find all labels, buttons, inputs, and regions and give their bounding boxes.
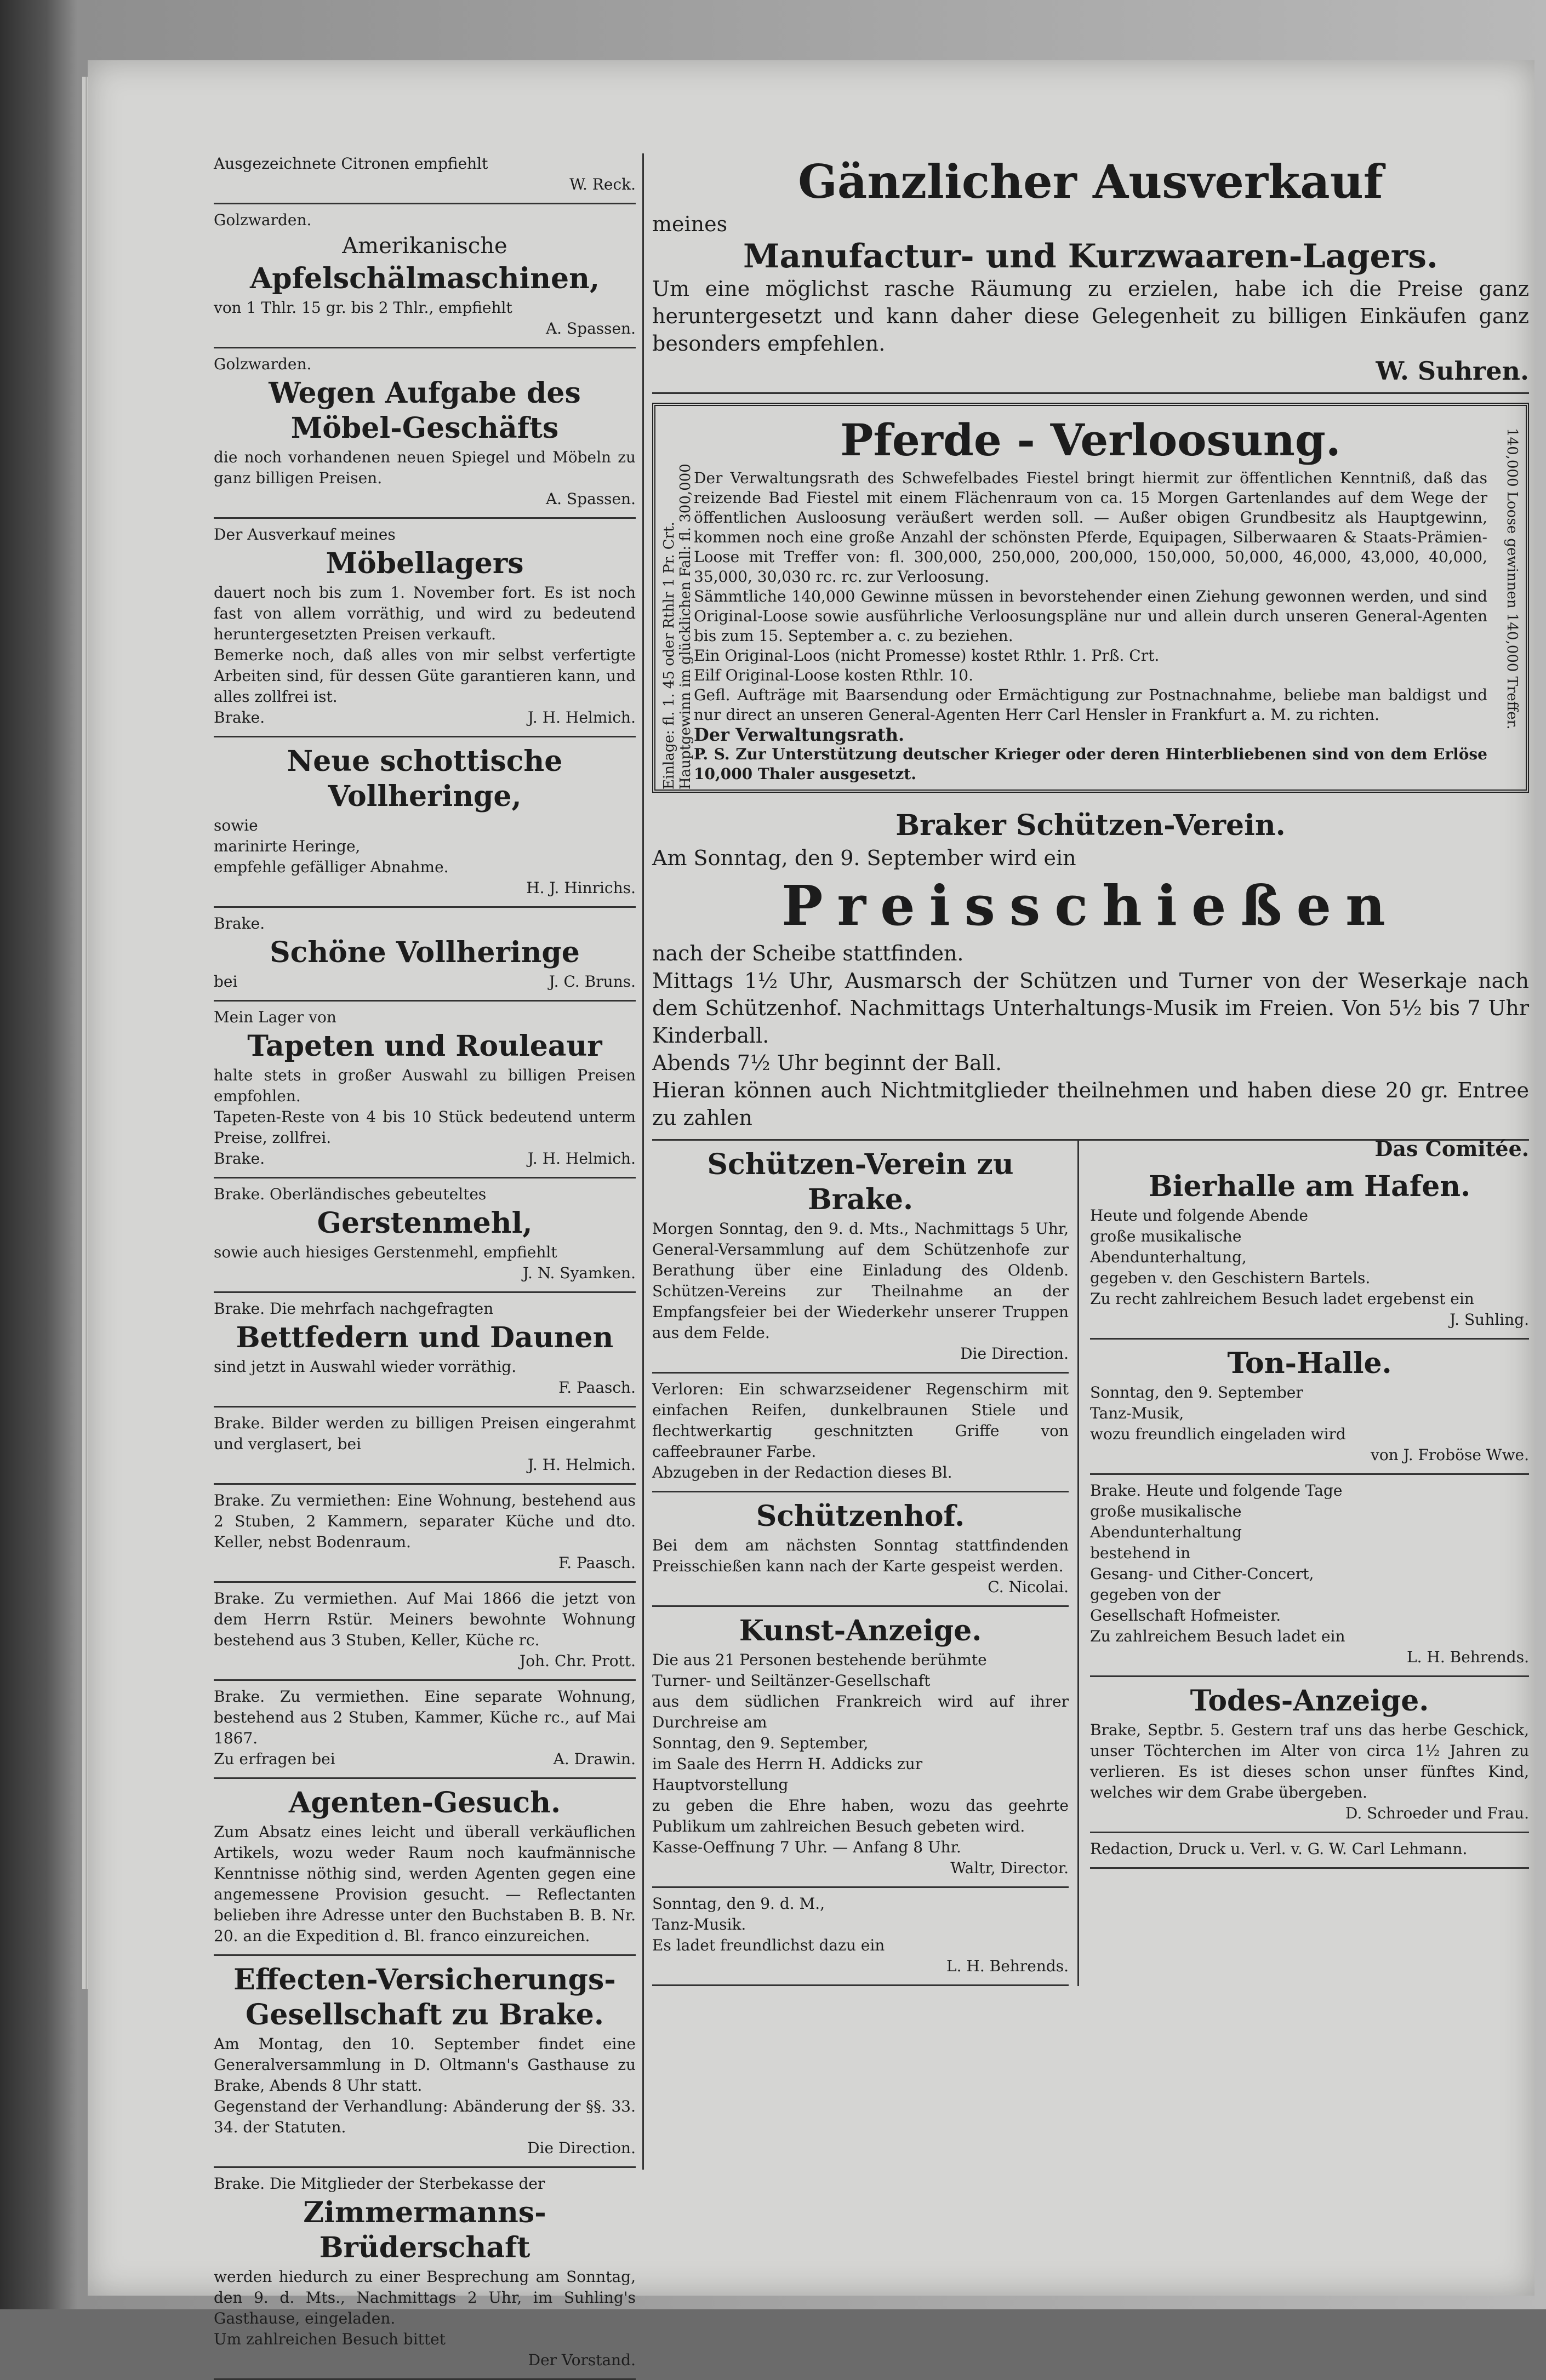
ad-text: im Saale des Herrn H. Addicks zur <box>652 1755 923 1773</box>
right-small-ad <box>1090 1833 1529 1869</box>
ad-text: große musikalische <box>1090 1227 1242 1245</box>
ausverkauf-ad <box>652 148 1529 394</box>
left-ad <box>214 1408 636 1485</box>
ad-headline: Neue schottische Vollheringe, <box>287 745 563 813</box>
left-ad <box>214 1583 636 1681</box>
ad-signature-row <box>214 1377 636 1398</box>
left-ad <box>214 2168 636 2380</box>
right-small-ad <box>652 1888 1069 1986</box>
schuetzen-paragraph: Hieran können auch Nichtmitglieder theilnehmen und haben diese 20 gr. Entree zu zahlen <box>652 1078 1529 1130</box>
ad-signature: Die Direction. <box>960 1345 1069 1363</box>
left-ad <box>214 908 636 1002</box>
ad-signature: D. Schroeder und Frau. <box>1345 1804 1529 1822</box>
ad-preline: Brake. Die Mitglieder der Sterbekasse der <box>214 2175 545 2193</box>
ad-signature: H. J. Hinrichs. <box>526 879 636 897</box>
ad-headline: Apfelschälmaschinen, <box>249 262 600 295</box>
ad-signature: L. H. Behrends. <box>946 1957 1069 1975</box>
ad-text: Gegenstand der Verhandlung: Abänderung der §§. 33. 34. der Statuten. <box>214 2097 636 2136</box>
ad-text: Morgen Sonntag, den 9. d. Mts., Nachmittags 5 Uhr, General-Versammlung auf dem Schützenhofe zur Berathung über eine Einladung des Oldenb. Schützen-Vereins zur Theilnahme an der Empfangsfeier bei der Wiederkehr unserer Truppen aus dem Felde. <box>652 1220 1069 1342</box>
ad-text: Zum Absatz eines leicht und überall verkäuflichen Artikels, wozu weder Raum noch kaufmännische Kenntnisse nöthig sind, werden Agenten gegen eine angemessene Provision gesucht. — Reflectanten belieben ihre Adresse unter den Buchstaben B. B. Nr. 20. an die Expedition d. Bl. franco einzureichen. <box>214 1823 636 1945</box>
ad-headline: Schützenhof. <box>756 1500 965 1533</box>
pferde-verloosung-ad <box>652 403 1529 793</box>
ad-signature: J. N. Syamken. <box>522 1264 636 1282</box>
ad-text: gegeben von der <box>1090 1586 1220 1604</box>
ad-signature-row <box>214 1553 636 1574</box>
ad-text: Zu recht zahlreichem Besuch ladet ergebenst ein <box>1090 1290 1474 1308</box>
pferde-title: Pferde - Verloosung. <box>840 414 1341 466</box>
ad-text: gegeben v. den Geschistern Bartels. <box>1090 1269 1371 1287</box>
ad-signature: L. H. Behrends. <box>1407 1648 1529 1666</box>
pferde-postscript: P. S. Zur Unterstützung deutscher Krieger oder deren Hinterbliebenen sind von dem Erlöse 10,000 Thaler ausgesetzt. <box>694 745 1487 783</box>
schuetzen-line1: Am Sonntag, den 9. September wird ein <box>652 846 1076 870</box>
ad-preline: Golzwarden. <box>214 355 312 373</box>
ad-text: empfehle gefälliger Abnahme. <box>214 858 449 876</box>
ad-signature: F. Paasch. <box>558 1378 636 1397</box>
ad-text: Brake. Zu vermiethen: Eine Wohnung, bestehend aus 2 Stuben, 2 Kammern, separater Küche und dto. Keller, nebst Bodenraum. <box>214 1491 636 1551</box>
left-ad <box>214 1002 636 1178</box>
ad-text: Brake. Zu vermiethen. Auf Mai 1866 die jetzt von dem Herrn Rstür. Meiners bewohnte Wohnung bestehend aus 3 Stuben, Keller, Küche rc. <box>214 1589 636 1649</box>
ad-text: aus dem südlichen Frankreich wird auf ihrer Durchreise am <box>652 1692 1069 1731</box>
ad-signature-row <box>214 1749 636 1770</box>
ausverkauf-pre: meines <box>652 212 728 236</box>
schuetzen-paragraph: Abends 7½ Uhr beginnt der Ball. <box>652 1051 1002 1075</box>
ad-text: Abendunterhaltung <box>1090 1523 1242 1541</box>
ad-text: dauert noch bis zum 1. November fort. Es ist noch fast von allem vorräthig, und wird zu bedeutend heruntergesetzten Preisen verkauft. <box>214 583 636 643</box>
ad-text: werden hiedurch zu einer Besprechung am Sonntag, den 9. d. Mts., Nachmittags 2 Uhr, im Suhling's Gasthause, eingeladen. <box>214 2268 636 2327</box>
ad-signature-row <box>214 707 636 728</box>
ad-headline: Bierhalle am Hafen. <box>1148 1170 1471 1203</box>
ad-preline: Golzwarden. <box>214 211 312 229</box>
ad-subhead: Amerikanische <box>342 233 507 259</box>
left-ad <box>214 1956 636 2168</box>
pferde-body <box>694 468 1487 725</box>
schuetzen-signature: Das Comitée. <box>1374 1136 1529 1161</box>
ad-signature-row <box>214 489 636 510</box>
ad-text: Heute und folgende Abende <box>1090 1206 1308 1225</box>
ad-text: sowie auch hiesiges Gerstenmehl, empfiehlt <box>214 1243 557 1261</box>
left-ad <box>214 204 636 348</box>
pferde-paragraph: Gefl. Aufträge mit Baarsendung oder Ermächtigung zur Postnachnahme, beliebe man baldigst und nur direct an unseren General-Agenten Herr Carl Hensler in Frankfurt a. M. zu richten. <box>694 686 1487 724</box>
ad-text: Gesellschaft Hofmeister. <box>1090 1606 1281 1624</box>
ad-text: sind jetzt in Auswahl wieder vorräthig. <box>214 1358 517 1376</box>
ad-preline: Brake. Oberländisches gebeuteltes <box>214 1185 487 1203</box>
ad-text: Tanz-Musik, <box>1090 1404 1184 1422</box>
ad-headline: Gerstenmehl, <box>317 1206 533 1240</box>
right-small-ad <box>652 1374 1069 1492</box>
ad-signature: J. C. Bruns. <box>549 972 636 991</box>
ad-text: Brake. Zu vermiethen. Eine separate Wohnung, bestehend aus 2 Stuben, Kammer, Küche rc., auf Mai 1867. <box>214 1687 636 1747</box>
ad-signature: A. Spassen. <box>545 319 636 337</box>
ad-signature: J. H. Helmich. <box>527 1149 636 1168</box>
right-small-ad <box>652 1607 1069 1888</box>
left-column <box>214 148 636 2380</box>
ad-text: Es ladet freundlichst dazu ein <box>652 1936 885 1954</box>
ad-signature: W. Reck. <box>569 175 636 193</box>
left-ad <box>214 519 636 737</box>
left-ad <box>214 1293 636 1408</box>
ad-text: von 1 Thlr. 15 gr. bis 2 Thlr., empfiehlt <box>214 299 512 317</box>
ad-text: Hauptvorstellung <box>652 1776 789 1794</box>
preisschiessen-head: Preisschießen <box>781 873 1400 938</box>
right-split-columns <box>652 1136 1529 1986</box>
ad-text: Die aus 21 Personen bestehende berühmte <box>652 1651 987 1669</box>
ausverkauf-title: Gänzlicher Ausverkauf <box>798 155 1383 209</box>
ad-text: Abendunterhaltung, <box>1090 1248 1247 1266</box>
ausverkauf-text: Um eine möglichst rasche Räumung zu erzielen, habe ich die Preise ganz heruntergesetzt und kann daher diese Gelegenheit zu billigen Einkäufen ganz besonders empfehlen. <box>652 277 1529 356</box>
ad-text: Brake, Septbr. 5. Gestern traf uns das herbe Geschick, unser Töchterchen im Alter von circa 1½ Jahren zu verlieren. Es ist dieses schon unser fünftes Kind, welches wir dem Grabe übergeben. <box>1090 1721 1529 1801</box>
ad-preline: Brake. Die mehrfach nachgefragten <box>214 1300 494 1318</box>
ad-signature: Joh. Chr. Prott. <box>520 1652 636 1670</box>
ad-place: Zu erfragen bei <box>214 1750 335 1768</box>
ad-signature: Der Vorstand. <box>528 2351 636 2369</box>
ad-text: Brake. Bilder werden zu billigen Preisen eingerahmt und verglasert, bei <box>214 1414 636 1453</box>
right-inner-right-column <box>1079 1136 1529 1986</box>
ad-headline: Todes-Anzeige. <box>1190 1684 1429 1718</box>
ad-text: bestehend in <box>1090 1544 1191 1562</box>
ad-headline: Wegen Aufgabe des Möbel-Geschäfts <box>269 376 581 445</box>
ad-headline: Schöne Vollheringe <box>270 936 580 969</box>
left-ad <box>214 348 636 519</box>
right-inner-left-column <box>652 1141 1079 1986</box>
ad-signature-row <box>214 878 636 899</box>
ad-preline: Brake. <box>214 914 265 932</box>
ad-signature: F. Paasch. <box>558 1554 636 1572</box>
ad-text: Tapeten-Reste von 4 bis 10 Stück bedeutend unterm Preise, zollfrei. <box>214 1108 636 1147</box>
ad-signature-row <box>214 1148 636 1169</box>
ad-place: Brake. <box>214 708 265 726</box>
ad-signature-row <box>214 318 636 339</box>
ad-text: Sonntag, den 9. d. M., <box>652 1895 825 1913</box>
ad-signature: Waltr, Director. <box>950 1859 1069 1877</box>
ad-text: Um zahlreichen Besuch bittet <box>214 2330 446 2348</box>
schuetzen-title: Braker Schützen-Verein. <box>895 809 1286 842</box>
ad-headline: Schützen-Verein zu Brake. <box>707 1148 1014 1216</box>
ad-text: Zu zahlreichem Besuch ladet ein <box>1090 1627 1345 1645</box>
ad-text: Gesang- und Cither-Concert, <box>1090 1565 1314 1583</box>
right-small-ad <box>652 1492 1069 1607</box>
ausverkauf-signature: W. Suhren. <box>1376 356 1529 386</box>
ad-signature-row <box>214 2350 636 2371</box>
pferde-side-left: Einlage: fl. 1. 45 oder Rthlr 1 Pr. Crt. Hauptgewinn im glücklichen Fall: fl. 300,000 <box>661 464 694 789</box>
ad-signature: A. Drawin. <box>553 1750 636 1768</box>
ausverkauf-head: Manufactur- und Kurzwaaren-Lagers. <box>743 237 1438 276</box>
ad-place: Brake. <box>214 1149 265 1168</box>
ad-text: große musikalische <box>1090 1502 1242 1520</box>
ad-headline: Ton-Halle. <box>1227 1347 1392 1380</box>
ad-headline: Möbellagers <box>326 547 524 580</box>
ad-text: Kasse-Oeffnung 7 Uhr. — Anfang 8 Uhr. <box>652 1838 961 1856</box>
schuetzen-paragraph: nach der Scheibe stattfinden. <box>652 941 964 965</box>
ad-text: Bei dem am nächsten Sonntag stattfindenden Preisschießen kann nach der Karte gespeist werden. <box>652 1536 1069 1575</box>
ad-text: Abzugeben in der Redaction dieses Bl. <box>652 1463 952 1481</box>
ad-text: Turner- und Seiltänzer-Gesellschaft <box>652 1672 931 1690</box>
ad-text: marinirte Heringe, <box>214 837 361 855</box>
ad-text: halte stets in großer Auswahl zu billigen Preisen empfohlen. <box>214 1066 636 1105</box>
ad-signature-row <box>214 174 636 195</box>
pferde-side-right: 140,000 Loose gewinnen 140,000 Treffer. <box>1504 428 1520 730</box>
ad-text: Verloren: Ein schwarzseidener Regenschirm mit einfachen Reifen, dunkelbraunen Stiele und flechtwerkartig geschnitzten Griffe von caffeebrauner Farbe. <box>652 1380 1069 1461</box>
right-small-ad <box>1090 1677 1529 1833</box>
ad-text: sowie <box>214 816 258 834</box>
right-small-ad <box>1090 1163 1529 1340</box>
left-ad <box>214 1779 636 1956</box>
right-small-ad <box>652 1141 1069 1374</box>
pferde-paragraph: Der Verwaltungsrath des Schwefelbades Fiestel bringt hiermit zur öffentlichen Kenntniß, daß das reizende Bad Fiestel mit einem Flächenraum von ca. 15 Morgen Gartenlandes auf dem Wege der öffentlichen Ausloosung veräußert werden soll. — Außer obigen Grundbesitz als Hauptgewinn, kommen noch eine große Anzahl der schönsten Pferde, Equipagen, Silberwaaren & Staats-Prämien-Loose mit Treffer von: fl. 300,000, 250,000, 200,000, 150,000, 50,000, 46,000, 43,000, 40,000, 35,000, 30,030 rc. rc. zur Verloosung. <box>694 469 1487 586</box>
ad-text: Sonntag, den 9. September <box>1090 1383 1303 1401</box>
ad-signature: von J. Froböse Wwe. <box>1371 1446 1529 1464</box>
ad-signature-row <box>214 971 636 992</box>
ad-headline: Kunst-Anzeige. <box>739 1614 982 1647</box>
ad-signature: J. Suhling. <box>1450 1311 1529 1329</box>
ad-text: Sonntag, den 9. September, <box>652 1734 869 1752</box>
ad-signature-row <box>214 2138 636 2159</box>
ad-signature-row <box>214 1651 636 1672</box>
ad-text: Bemerke noch, daß alles von mir selbst verfertigte Arbeiten sind, für dessen Güte garantieren kann, und alles zollfrei ist. <box>214 646 636 706</box>
ad-signature: Die Direction. <box>527 2139 636 2157</box>
pferde-signature: Der Verwaltungsrath. <box>694 724 905 745</box>
pferde-paragraph: Eilf Original-Loose kosten Rthlr. 10. <box>694 666 973 684</box>
ad-signature-row <box>214 1455 636 1475</box>
ad-text: Am Montag, den 10. September findet eine Generalversammlung in D. Oltmann's Gasthause zu Brake, Abends 8 Uhr statt. <box>214 2035 636 2095</box>
ad-signature-row <box>214 1263 636 1284</box>
ad-text: Tanz-Musik. <box>652 1915 746 1933</box>
schuetzen-paragraph: Mittags 1½ Uhr, Ausmarsch der Schützen und Turner von der Weserkaje nach dem Schützenhof. Nachmittags Unterhaltungs-Musik im Freien. Von 5½ bis 7 Uhr Kinderball. <box>652 969 1529 1048</box>
left-ad <box>214 1178 636 1293</box>
schuetzen-body <box>652 940 1529 1131</box>
right-column <box>652 148 1529 1986</box>
pferde-paragraph: Sämmtliche 140,000 Gewinne müssen in bevorstehender einen Ziehung gewonnen werden, und sind Original-Loose sowie ausführliche Verloosungspläne nur und allein durch unseren General-Agenten bis zum 15. September a. c. zu beziehen. <box>694 587 1487 645</box>
ad-headline: Tapeten und Rouleaur <box>247 1029 602 1063</box>
schuetzen-verein-ad <box>652 802 1529 1141</box>
ad-text: wozu freundlich eingeladen wird <box>1090 1425 1346 1443</box>
ad-headline: Bettfedern und Daunen <box>236 1321 614 1354</box>
ad-headline: Effecten-Versicherungs-Gesellschaft zu Brake. <box>233 1963 616 2032</box>
left-ad <box>214 1485 636 1583</box>
ad-preline: Der Ausverkauf meines <box>214 525 396 543</box>
ad-signature: J. H. Helmich. <box>527 1456 636 1474</box>
pferde-paragraph: Ein Original-Loos (nicht Promesse) kostet Rthlr. 1. Prß. Crt. <box>694 647 1160 665</box>
ad-signature: A. Spassen. <box>545 490 636 508</box>
ad-text: die noch vorhandenen neuen Spiegel und Möbeln zu ganz billigen Preisen. <box>214 448 636 487</box>
left-ad <box>214 737 636 908</box>
ad-place: bei <box>214 972 238 991</box>
ad-headline: Zimmermanns-Brüderschaft <box>303 2196 546 2264</box>
left-ad <box>214 148 636 204</box>
ad-signature: C. Nicolai. <box>988 1578 1069 1596</box>
ad-text: zu geben die Ehre haben, wozu das geehrte Publikum um zahlreichen Besuch gebeten wird. <box>652 1797 1069 1835</box>
right-small-ad <box>1090 1340 1529 1475</box>
column-divider <box>642 153 644 2170</box>
ad-text: Ausgezeichnete Citronen empfiehlt <box>214 155 488 173</box>
ad-text: Brake. Heute und folgende Tage <box>1090 1481 1343 1500</box>
right-small-ad <box>1090 1475 1529 1677</box>
ad-preline: Mein Lager von <box>214 1008 336 1026</box>
ad-signature: J. H. Helmich. <box>527 708 636 726</box>
left-ad <box>214 1681 636 1779</box>
ad-text: Redaction, Druck u. Verl. v. G. W. Carl Lehmann. <box>1090 1840 1468 1858</box>
ad-headline: Agenten-Gesuch. <box>288 1786 561 1820</box>
